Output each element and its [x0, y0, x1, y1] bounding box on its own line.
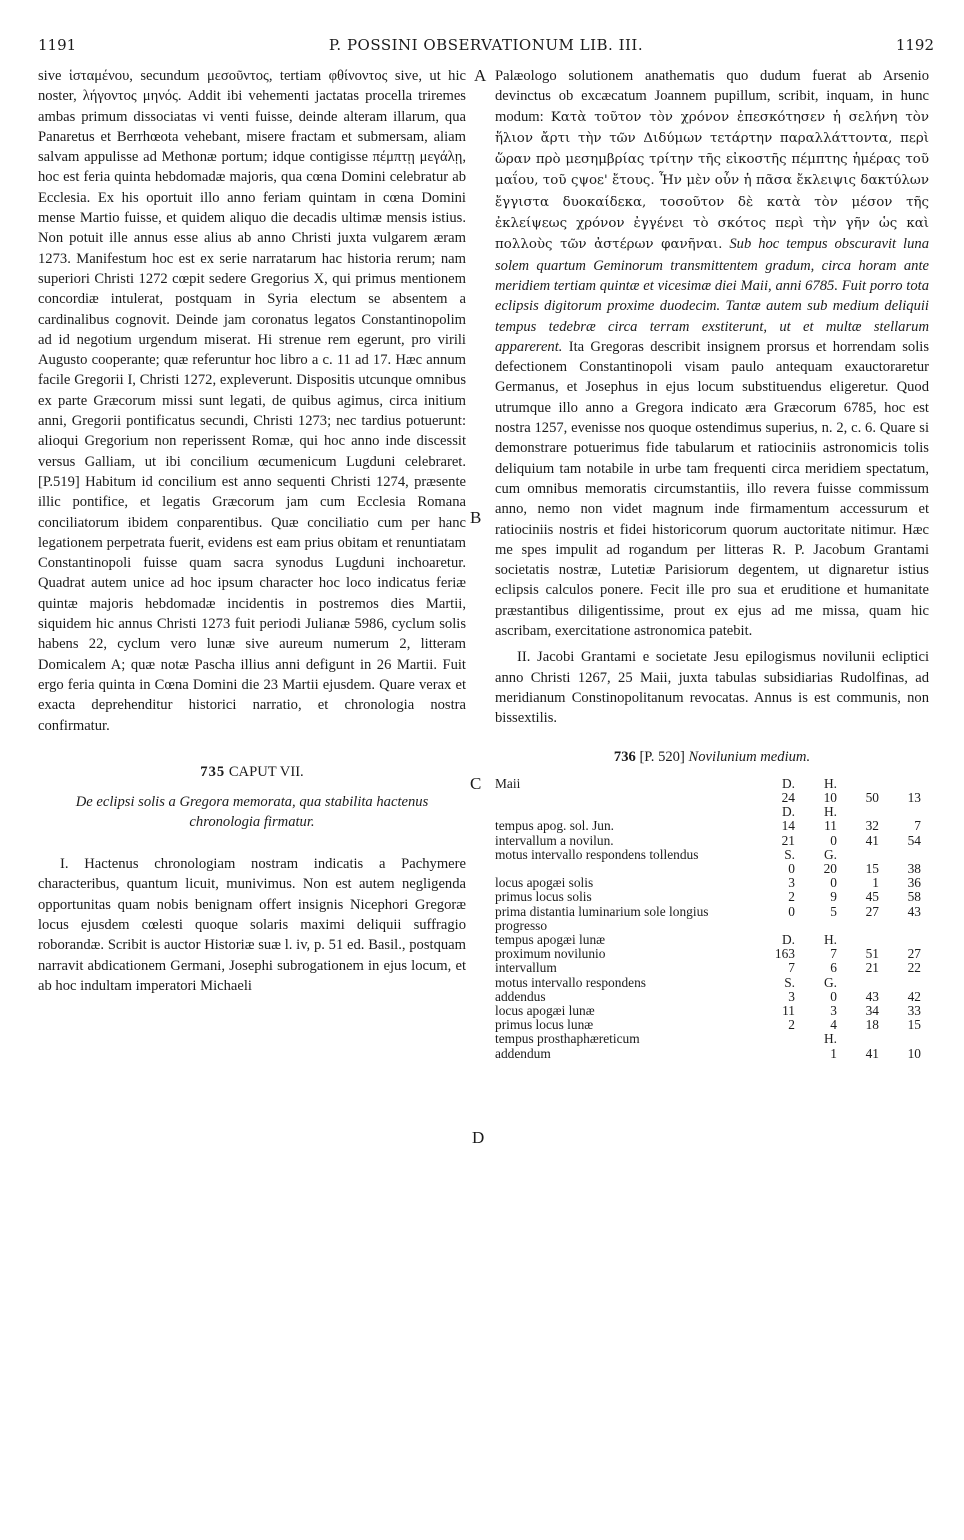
right-column [495, 66, 929, 1061]
row-value [845, 933, 887, 947]
page-number-right: 1192 [895, 36, 934, 54]
row-value: 15 [907, 1017, 921, 1033]
section-marker-b: B [470, 508, 482, 527]
table-row [495, 890, 929, 904]
row-value: 3 [788, 875, 795, 891]
row-value [845, 976, 887, 990]
row-label: addendus [495, 988, 546, 1004]
left-column [38, 66, 466, 996]
row-value: 43 [907, 903, 921, 919]
row-value: 3 [788, 988, 795, 1004]
chapter-heading [38, 762, 466, 782]
row-value: 22 [907, 960, 921, 976]
page-number-left: 1191 [38, 36, 77, 54]
table-row [495, 805, 929, 819]
row-value: 15 [865, 861, 879, 877]
right-paragraph-1 [495, 66, 929, 641]
row-value: 11 [824, 818, 837, 834]
table-row [495, 976, 929, 990]
row-value [887, 933, 929, 947]
row-value: 33 [907, 1003, 921, 1019]
row-label: prima distantia luminarium sole longius progresso [495, 903, 709, 933]
row-label: addendum [495, 1045, 551, 1061]
row-value: 54 [907, 832, 921, 848]
row-value: 0 [788, 861, 795, 877]
row-value: 21 [781, 832, 795, 848]
greek-quote: Κατὰ τοῦτον τὸν χρόνον ἐπεσκότησεν ἡ σελήνη τὸν ἥλιον ἄρτι τὴν τῶν Διδύμων τετάρτην παραλλάττοντα, περὶ ὥραν πρὸ μεσημβρίας τρίτην τῆς εἰκοστῆς πέμπτης ἡμέρας τοῦ μαΐου, τοῦ ςψοε' ἔτους. Ἦν μὲν οὖν ἡ πᾶσα ἔκλειψις δακτύλων ἔγγιστα δυοκαίδεκα, τοσοῦτον δὲ κατὰ τὸν μέσον τῆς ἐκλείψεως χρόνον ἐγγένει τὸ σκότος περὶ τὴν γῆν ὡς καὶ πολλοὺς τῶν ἀστέρων φανῆναι. [495, 109, 929, 253]
row-value: 20 [823, 861, 837, 877]
row-value [761, 1047, 803, 1061]
row-label: tempus apogæi lunæ [495, 932, 606, 948]
row-value: 4 [830, 1017, 837, 1033]
row-value [845, 777, 887, 791]
row-value: 0 [788, 903, 795, 919]
section-marker-a: A [474, 66, 487, 85]
row-value [887, 848, 929, 862]
row-value [761, 1032, 803, 1046]
row-value: 38 [907, 861, 921, 877]
table-row [495, 834, 929, 848]
row-value: H. [823, 775, 837, 791]
table-title: Novilunium medium. [688, 748, 811, 765]
row-value: 13 [907, 790, 921, 805]
row-value: 163 [774, 946, 795, 962]
row-label: tempus apog. sol. Jun. [495, 818, 615, 834]
latin-translation: Sub hoc tempus obscuravit luna solem quartum Geminorum transmittentem gradum, circa horam ante meridiem tertiam quintæ et vicesimæ diei Maii, anni 6785. Fuit porro tota eclipsis digitorum proxime duodecim. Tantæ autem sub medium deliquii tempus tedebræ circa terram exstiterunt, ut et multæ stellarum apparerent. [495, 236, 929, 355]
row-label: primus locus lunæ [495, 1017, 594, 1033]
row-label: tempus prosthaphæreticum [495, 1031, 640, 1047]
row-value: 1 [872, 875, 879, 891]
table-number: 736 [613, 748, 636, 765]
chapter-number: 735 [200, 763, 226, 780]
row-value: D. [781, 775, 795, 791]
row-value: 24 [781, 790, 795, 805]
row-label: intervallum [495, 960, 557, 976]
row-value: D. [781, 932, 795, 948]
left-paragraph-2: I. Hactenus chronologiam nostram indicatis a Pachymere characteribus, quantum licuit, munivimus. Non est autem negligenda opportunitas quam nobis benignam offert insignis Nicephori Gregoræ locus ejusdem cœlesti quoque solaris maximi deliquii suffragio roborandæ. Scribit is auctor Historiæ suæ l. iv, p. 51 ed. Basil., postquam narravit abdicationem Germani, Josephi subrogationem in ejus locum, et ab hoc indultam imperatori Michaeli [38, 856, 466, 994]
table-row [495, 862, 929, 876]
row-value: H. [823, 932, 837, 948]
left-paragraph-1: sive ἱσταμένου, secundum μεσοῦντος, tertiam φθίνοντος sive, ut hic noster, λήγοντος μηνός. Addit ibi vehementi jactatas procella triremes ambas primum dissociatas vi venti fuisse, deinde alteram illarum, qua Panaretus et Berrhœota vehebant, misere fractam et submersam, aliam salvam appulisse ad Methonæ portum; idque contigisse πέμπτῃ μεγάλῃ, hoc est feria quinta hebdomadæ majoris, qua cœna Domini celebratur ab Ecclesia. Ex his oportuit illo anno feriam quintam in cœna Domini mense Martio fuisse, et quidem aliquo die decadis ultimæ mensis istius. Non potuit ille annus esse alius ab anno Christi juxta vulgarem æram 1273. Manifestum hoc est ex serie narratarum hac historia rerum; nam superiori Christi 1272 cœpit sedere Gregorius X, qui primus mentionem concordiæ intulerat, postquam in Syria electum se absentem a cardinalibus cognovit. Deinde jam coronatus legatos Constantinopolim ad id negotium urgendum miserat. Hi strenue rem egerunt, pro virili Augusto cooperante; quæ referuntur hoc libro a c. 11 ad 17. Hæc annum facile Gregorii I, Christi 1272, expleverunt. Dispositis utcunque omnibus ex parte Græcorum missi sunt legati, de quibus agimus, circa initium anni, Gregorii pontificatus secundi, Christi 1273; nec tardius potuerunt: alioqui Gregorium non reperissent Romæ, qui hoc anno inde discessit versus Galliam, ut ibi concilium œcumenicum Lugduni celebraret. [P.519] Habitum id concilium est anno sequenti Christi 1274, præsente illic pontifice, et legatis Græcorum jam cum Ecclesia Romana conciliatorum ibidem conparentibus. Quæ conciliatio cum per hanc legationem perpetrata fuerit, evidens est eam prius obitam et renuntiatam Constantinopoli fuisse quam sacra synodus Lugduni inchoaretur. Quadrat autem unice ad hoc ipsum character hoc loco indicatus feriæ quintæ majoris hebdomadæ incidentis in postremos dies Martii, siquidem hic annus Christi 1273 fuit periodi Julianæ 5986, cyclum solis habens 22, cyclum vero lunæ sive aureum numerum 2, litteram Domicalem A; quæ notæ Pascha illius anni defigunt in 26 Martii. Fuit ergo feria quinta in Cœna Domini die 23 Martii ejusdem. Quare verax et exacta deprehenditur historici narratio, et chronologia nostra confirmatur. [38, 68, 466, 734]
running-title: P. POSSINI OBSERVATIONUM LIB. III. [328, 36, 644, 54]
row-label: motus intervallo respondens [495, 974, 646, 990]
row-label: primus locus solis [495, 889, 592, 905]
row-value: 0 [830, 875, 837, 891]
row-value: 9 [830, 889, 837, 905]
row-value: 50 [865, 790, 879, 805]
table-row [495, 961, 929, 975]
row-value: 21 [865, 960, 879, 976]
row-value: 18 [865, 1017, 879, 1033]
row-value: 45 [865, 889, 879, 905]
row-value: 27 [865, 903, 879, 919]
row-value [845, 805, 887, 819]
row-value [845, 848, 887, 862]
table-row [495, 1004, 929, 1018]
table-heading [495, 747, 929, 767]
row-value: H. [823, 1031, 837, 1047]
table-row [495, 1032, 929, 1046]
row-value: 0 [830, 832, 837, 848]
row-value: 14 [781, 818, 795, 834]
row-value: 7 [788, 960, 795, 976]
row-value: S. [784, 846, 795, 862]
row-label: motus intervallo respondens tollendus [495, 846, 699, 862]
row-value [845, 1032, 887, 1046]
row-value: 42 [907, 988, 921, 1004]
right-paragraph-3: II. Jacobi Grantami e societate Jesu epilogismus novilunii ecliptici anno Christi 1267, 25 Maii, juxta tabulas subsidiarias Rudolfinas, ad meridianum Constinopolitanum revocatas. Annus is est communis, non bissextilis. [495, 649, 929, 727]
row-value: 10 [907, 1045, 921, 1061]
row-value: D. [781, 804, 795, 820]
row-label: intervallum a novilun. [495, 832, 614, 848]
commentary-text: Ita Gregoras describit insignem prorsus et horrendam solis defectionem Constantinopoli visam paulo antequam exauctoraretur Germanus, et Josephus in ejus locum substituendus eligeretur. Quod utrumque illo anno a Gregora indicato æra Græcorum 6785, hoc est nostra 1257, evenisse nos quoque ostendimus superius, n. 2, c. 6. Quare si demonstrare potuerimus fide tabularum et ratiociniis astronomicis tolis deliquium tam notabile in urbe tam frequenti circa meridiem spectatum, cum omnibus memoratis circumstantiis, illo revera fuisse commissum anno, nemo non videt magnum inde firmamentum accessurum et ratiociniis nostris et fidei historicorum quorum auctoritate nitimur. Hæc me spes impulit ad rogandum per litteras R. P. Jacobum Grantami societatis nostræ, Lutetiæ Parisiorum degentem, ut dignaretur istius eclipsis calculos ponere. Fecit ille pro sua et eruditione et humanitate præstantibus diligentissime, prout ex ejus ad me missa, quam hic ascribam, exercitatione astronomica patebit. [495, 338, 929, 640]
row-value: 11 [782, 1003, 795, 1019]
astronomical-table [495, 777, 929, 1061]
row-value: 7 [914, 818, 921, 834]
chapter-subtitle: De eclipsi solis a Gregora memorata, qua stabilita hactenus chronologia firmatur. [75, 794, 429, 831]
row-value: 6 [830, 960, 837, 976]
row-value: G. [823, 974, 837, 990]
row-label: locus apogæi solis [495, 875, 594, 891]
row-value: 1 [830, 1045, 837, 1061]
table-row [495, 819, 929, 833]
table-row [495, 947, 929, 961]
table-row [495, 990, 929, 1004]
row-label [495, 791, 761, 805]
row-value [887, 805, 929, 819]
row-value: 58 [907, 889, 921, 905]
row-value: 41 [865, 1045, 879, 1061]
row-value: 3 [830, 1003, 837, 1019]
row-value: 27 [907, 946, 921, 962]
row-value: 10 [823, 790, 837, 805]
row-value: S. [784, 974, 795, 990]
row-value: H. [823, 804, 837, 820]
table-row [495, 777, 929, 791]
row-label: proximum novilunio [495, 946, 606, 962]
table-row [495, 1047, 929, 1061]
table-row [495, 905, 929, 933]
section-marker-c: C [470, 774, 482, 793]
table-row [495, 933, 929, 947]
table-row [495, 791, 929, 805]
intro-text: Palæologo solutionem anathematis quo dudum fuerat ab Arsenio devinctus ob excæcatum Joannem pupillum, scribit, inquam, in hunc modum: [495, 68, 929, 125]
table-row [495, 876, 929, 890]
table-page-ref: [P. 520] [639, 748, 685, 765]
row-value [887, 777, 929, 791]
astronomical-table-body [495, 777, 929, 1061]
row-label [495, 862, 761, 876]
row-value: 34 [865, 1003, 879, 1019]
row-value [887, 976, 929, 990]
row-value: 0 [830, 988, 837, 1004]
row-value: 2 [788, 1017, 795, 1033]
row-value: 36 [907, 875, 921, 891]
row-label [495, 805, 761, 819]
row-value: 51 [865, 946, 879, 962]
row-value: 32 [865, 818, 879, 834]
chapter-title: CAPUT VII. [228, 763, 304, 780]
table-row [495, 1018, 929, 1032]
row-label: Maii [495, 775, 521, 791]
table-row [495, 848, 929, 862]
row-value: 41 [865, 832, 879, 848]
row-label: locus apogæi lunæ [495, 1003, 595, 1019]
running-header [38, 36, 934, 60]
row-value: G. [823, 846, 837, 862]
row-value [887, 1032, 929, 1046]
section-marker-d: D [472, 1128, 485, 1147]
row-value: 7 [830, 946, 837, 962]
row-value: 2 [788, 889, 795, 905]
row-value: 5 [830, 903, 837, 919]
row-value: 43 [865, 988, 879, 1004]
